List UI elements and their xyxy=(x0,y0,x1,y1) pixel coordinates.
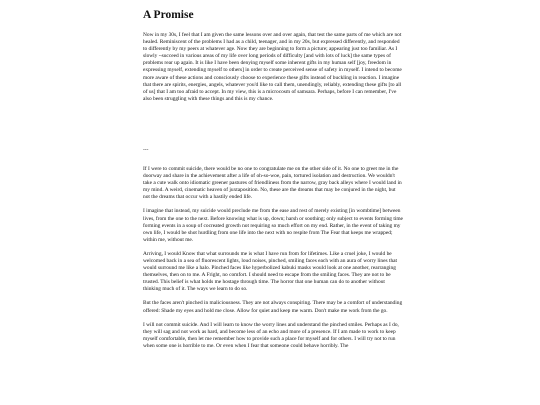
page-title: A Promise xyxy=(143,9,194,21)
body-paragraph: I imagine that instead, my suicide would preclude me from the ease and rest of merely existing [in wombtime] between lives, from the one to the next. Before knowing what is up, down; harsh or soothing; only subject to events forming time forming events in a soup of cocreated growth not requiring so much effort on my end. Rather, in the event of taking my own life, I would be shot hurdling from one life into the next with no respite from The Fear that keeps me wrapped; within me, without me. xyxy=(143,208,403,243)
body-paragraph: But the faces aren't pinched in maliciousness. They are not always conspiring. There may be a comfort of understanding offered: Shade my eyes and hold me close. Allow for quiet and keep me warm. Don't make me work from the go. xyxy=(143,300,403,314)
body-paragraph: Arriving, I would Know that what surrounds me is what I have run from for lifetimes. Like a cruel joke, I would be welcomed back in a sea of fluorescent lights, loud noises, pinched, smiling faces each with an aura of worry lines that would surround me like a halo. Pinched faces like hyperbolized kabuki masks would look at one another, rearranging themselves, then on to me. A Fright, no comfort. I should need to escape from the smiling faces. They are not to be trusted. This belief is what holds me hostage through time. The horror that one human can do to another without thinking much of it. The ways we learn to do so. xyxy=(143,250,398,293)
body-paragraph: I will not commit suicide. And I will learn to know the worry lines and understand the pinched smiles. Perhaps as I do, they will sag and not work as hard, and become less of an echo and more of a presence. If I am made to work to keep myself comfortable, then let me remember how to provide such a place for myself and for others. I will try not to run when some one is horrible to me. Or even when I fear that someone could behave horribly. The xyxy=(143,321,399,349)
intro-paragraph: Now in my 30s, I feel that I am given the same lessons over and over again, that test the same parts of me which are not healed. Reminiscent of the problems I had as a child, teenager, and in my 20s, but expressed differently, and responded to differently by my peers at whatever age. Now they are beginning to form a picture; appearing just too familiar. As I slowly ~succeed in various areas of my life over long periods of difficulty [and with lots of luck] the same types of problems rear up again. It is like I have been denying myself some inherent gifts in my human self [joy, freedom in expressing myself, extending myself to others] in order to create perceived sense of safety in myself. I intend to become more aware of these actions and consciously choose to experience these gifts instead of buckling in reaction. I imagine that there are spirits, energies, angels, whatever you'd like to call them, unendingly, reliably, extending these gifts [to all of us] that I am too afraid to accept. In my view, this is a microcosm of samsara. Perhaps, before I can remember, I've also been struggling with these things and this is my chance. xyxy=(143,32,402,102)
body-paragraph: If I were to commit suicide, there would be no one to congratulate me on the other side of it. No one to greet me in the doorway and share in the achievement after a life of oh-so-woe, pain, tortured isolation and destruction. We wouldn't take a cute walk onto idiomatic greener pastures of friendliness from the narrow, gray back alleys where I would land in my mind. A weird, cinematic heaven of juxtaposition. No, these are the dreams that may be conjured in the night, but not the dreams that occur with a hastily ended life. xyxy=(143,165,402,201)
document-body xyxy=(143,8,403,350)
section-separator: --- xyxy=(143,146,149,153)
